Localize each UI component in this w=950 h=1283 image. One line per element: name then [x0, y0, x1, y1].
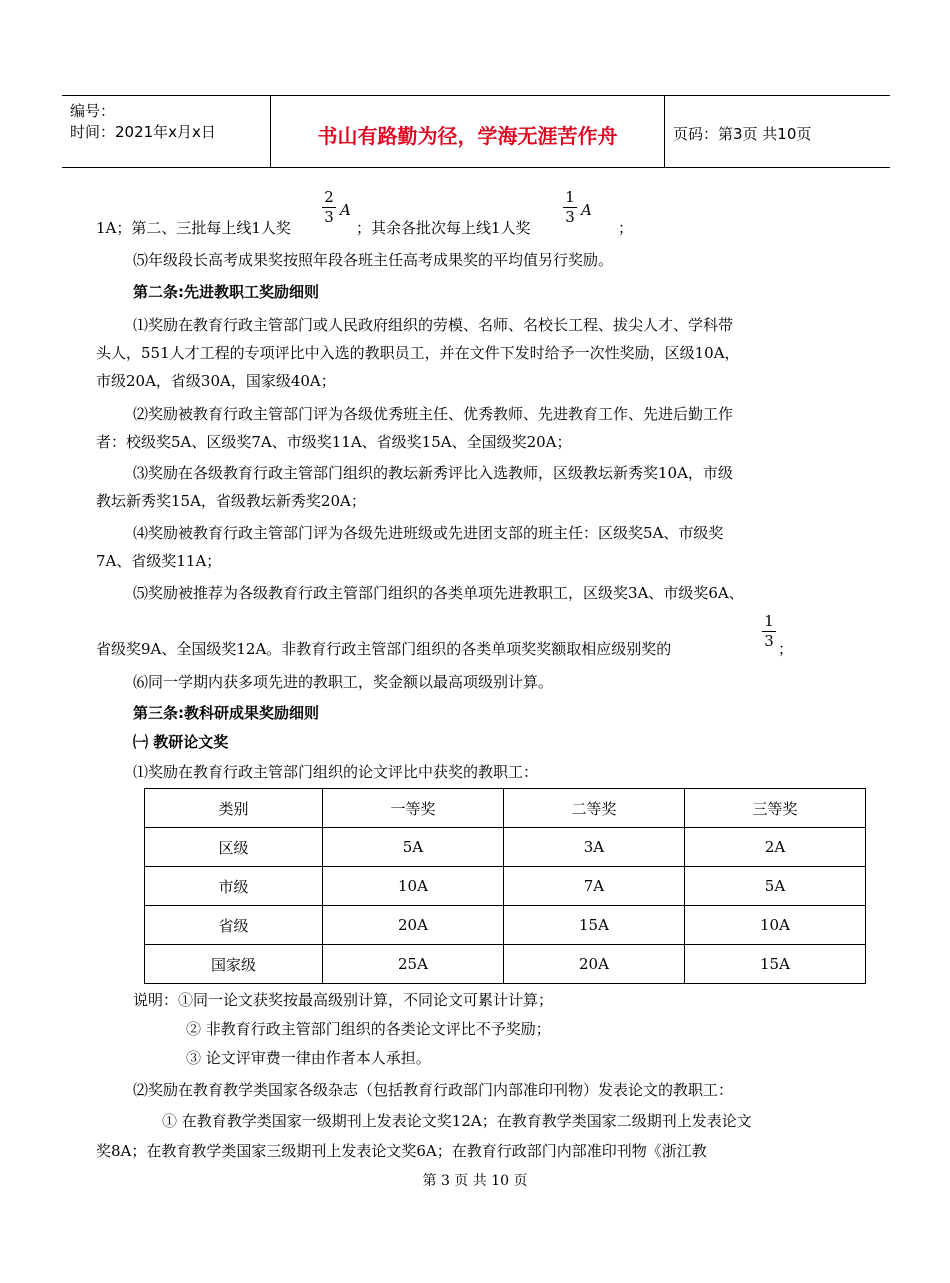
fraction-denominator: 3	[565, 208, 575, 226]
s3-item-2-intro: ⑵奖励在教育教学类国家各级杂志（包括教育行政部门内部准印刊物）发表论文的教职工：	[133, 1081, 734, 1099]
item-5-grade-leader: ⑸年级段长高考成果奖按照年段各班主任高考成果奖的平均值另行奖励。	[133, 251, 614, 269]
s2-item-1-line-1: ⑴奖励在教育行政主管部门或人民政府组织的劳模、名师、名校长工程、拔尖人才、学科带	[133, 316, 734, 334]
table-row	[145, 867, 866, 906]
table-header-cell: 三等奖	[684, 789, 865, 828]
fraction-denominator: 3	[324, 208, 334, 226]
table-cell: 15A	[503, 906, 684, 945]
table-row	[145, 945, 866, 984]
table-cell: 20A	[503, 945, 684, 984]
s2-item-4-line-2: 7A、省级奖11A；	[96, 552, 222, 570]
section-3-title: 第三条:教科研成果奖励细则	[133, 704, 319, 722]
body-line-1a: 1A；第二、三批每上线1人奖	[96, 219, 291, 237]
table-row	[145, 906, 866, 945]
fraction-two-thirds	[322, 188, 336, 230]
document-time-label: 时间：2021年x月x日	[70, 123, 216, 141]
s2-item-2-line-2: 者：校级奖5A、区级奖7A、市级奖11A、省级奖15A、全国级奖20A；	[96, 433, 572, 451]
s3-item-2-1-line-2: 奖8A；在教育教学类国家三级期刊上发表论文奖6A；在教育行政部门内部准印刊物《浙江教	[96, 1142, 707, 1160]
table-cell: 3A	[503, 828, 684, 867]
table-header-row	[145, 789, 866, 828]
table-header-cell: 类别	[145, 789, 323, 828]
header-motto: 书山有路勤为径，学海无涯苦作舟	[317, 124, 618, 148]
table-cell: 省级	[145, 906, 323, 945]
s2-item-6: ⑹同一学期内获多项先进的教职工，奖金额以最高项级别计算。	[133, 673, 554, 691]
table-cell: 5A	[322, 828, 503, 867]
fraction-one-third	[563, 188, 577, 230]
table-cell: 15A	[684, 945, 865, 984]
body-line-1b: ；其余各批次每上线1人奖	[356, 219, 531, 237]
paper-award-table	[144, 788, 866, 984]
table-cell: 区级	[145, 828, 323, 867]
table-cell: 5A	[684, 867, 865, 906]
table-cell: 国家级	[145, 945, 323, 984]
fraction-numerator: 1	[565, 188, 575, 206]
s2-item-2-line-1: ⑵奖励被教育行政主管部门评为各级优秀班主任、优秀教师、先进教育工作、先进后勤工作	[133, 405, 734, 423]
table-row	[145, 828, 866, 867]
table-cell: 20A	[322, 906, 503, 945]
fraction-one-third	[762, 612, 776, 654]
subsection-1-title: ㈠ 教研论文奖	[133, 733, 229, 751]
header-page-cell	[665, 96, 890, 167]
s2-item-5-line-2: 省级奖9A、全国级奖12A。非教育行政主管部门组织的各类单项奖奖额取相应级别奖的	[96, 640, 672, 658]
note-1: 说明：①同一论文获奖按最高级别计算，不同论文可累计计算；	[133, 991, 554, 1009]
table-header-cell: 二等奖	[503, 789, 684, 828]
table-cell: 市级	[145, 867, 323, 906]
s2-item-5-line-2-end: ；	[778, 640, 794, 658]
header-page-number: 页码：第3页 共10页	[673, 125, 812, 143]
fraction-numerator: 2	[324, 188, 334, 206]
s2-item-3-line-1: ⑶奖励在各级教育行政主管部门组织的教坛新秀评比入选教师，区级教坛新秀奖10A，市级	[133, 464, 733, 482]
table-cell: 10A	[684, 906, 865, 945]
document-number-label: 编号：	[70, 102, 116, 120]
page-footer: 第 3 页 共 10 页	[422, 1173, 528, 1189]
note-2: ② 非教育行政主管部门组织的各类论文评比不予奖励；	[186, 1020, 551, 1038]
s2-item-1-line-2: 头人，551人才工程的专项评比中入选的教职员工，并在文件下发时给予一次性奖励，区级10A，	[96, 344, 740, 362]
s3-item-2-1-line-1: ① 在教育教学类国家一级期刊上发表论文奖12A；在教育教学类国家二级期刊上发表论文	[162, 1112, 752, 1130]
s2-item-5-line-1: ⑸奖励被推荐为各级教育行政主管部门组织的各类单项先进教职工，区级奖3A、市级奖6A、	[133, 584, 744, 602]
note-3: ③ 论文评审费一律由作者本人承担。	[186, 1049, 431, 1067]
fraction-unit: A	[340, 201, 351, 219]
s2-item-3-line-2: 教坛新秀奖15A，省级教坛新秀奖20A；	[96, 492, 366, 510]
table-cell: 7A	[503, 867, 684, 906]
s2-item-1-line-3: 市级20A，省级30A，国家级40A；	[96, 372, 336, 390]
page-header	[62, 95, 890, 168]
table-header-cell: 一等奖	[322, 789, 503, 828]
table-cell: 25A	[322, 945, 503, 984]
header-motto-cell	[270, 96, 665, 167]
s2-item-4-line-1: ⑷奖励被教育行政主管部门评为各级先进班级或先进团支部的班主任：区级奖5A、市级奖	[133, 524, 724, 542]
header-meta-cell	[62, 96, 270, 167]
fraction-unit: A	[581, 201, 592, 219]
s3-item-1-intro: ⑴奖励在教育行政主管部门组织的论文评比中获奖的教职工：	[133, 763, 539, 781]
fraction-denominator: 3	[764, 632, 774, 650]
section-2-title: 第二条:先进教职工奖励细则	[133, 283, 319, 301]
fraction-numerator: 1	[764, 612, 774, 630]
table-cell: 2A	[684, 828, 865, 867]
table-cell: 10A	[322, 867, 503, 906]
body-line-1c: ；	[618, 219, 634, 237]
